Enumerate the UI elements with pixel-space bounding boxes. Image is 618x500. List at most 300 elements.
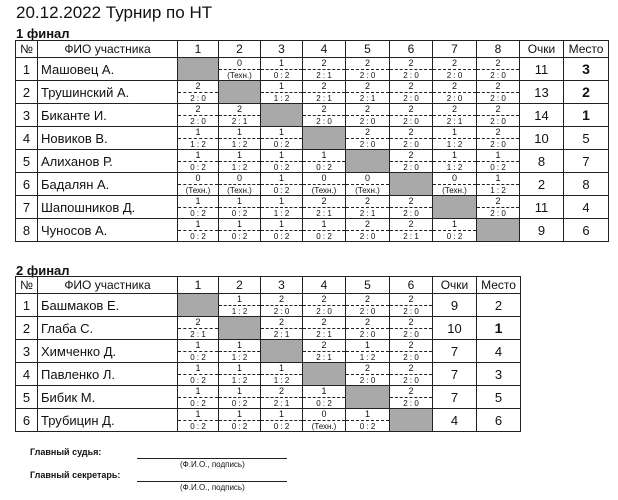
match-points: 1 — [219, 150, 260, 162]
match-result-cell — [433, 173, 477, 196]
match-result-cell — [219, 127, 261, 150]
match-score: 0 : 2 — [273, 140, 290, 149]
match-points: 2 — [303, 196, 345, 208]
match-score: 0 : 2 — [446, 232, 463, 241]
participant-row — [16, 340, 521, 363]
match-result-cell — [219, 196, 261, 219]
participant-number: 2 — [16, 317, 38, 340]
match-result-cell — [219, 219, 261, 242]
match-result-cell — [433, 58, 477, 81]
chief-secretary-signature-line — [137, 481, 287, 482]
match-points: 2 — [477, 196, 519, 208]
match-score: (Техн.) — [311, 186, 337, 195]
match-points: 2 — [303, 58, 345, 70]
match-score: 2 : 0 — [403, 376, 419, 385]
match-score: 2 : 1 — [316, 94, 332, 103]
match-score: 2 : 0 — [316, 307, 332, 316]
participant-row — [16, 363, 521, 386]
participant-name: Машовец А. — [38, 58, 178, 81]
final1-heading: 1 финал — [16, 26, 70, 41]
match-points: 2 — [261, 386, 302, 398]
match-points: 1 — [303, 150, 345, 162]
participant-row — [16, 219, 609, 242]
header-name: ФИО участника — [38, 41, 178, 58]
match-result-cell — [303, 173, 346, 196]
participant-number: 5 — [16, 150, 38, 173]
match-score: 0 : 2 — [190, 163, 206, 172]
match-score: 2 : 0 — [359, 307, 376, 316]
match-score: 1 : 2 — [231, 307, 248, 316]
match-score: 1 : 2 — [231, 140, 248, 149]
match-score: 2 : 1 — [316, 209, 332, 218]
match-points: 2 — [477, 127, 519, 139]
match-score: 1 : 2 — [446, 140, 463, 149]
match-result-cell — [219, 363, 261, 386]
match-score: 2 : 0 — [403, 307, 419, 316]
participant-number: 3 — [16, 340, 38, 363]
match-points: 1 — [477, 173, 519, 185]
match-points: 1 — [261, 219, 302, 231]
match-result-cell — [433, 127, 477, 150]
header-opponent-col: 5 — [346, 277, 390, 294]
match-result-cell — [433, 104, 477, 127]
participant-points: 13 — [520, 81, 564, 104]
match-points: 1 — [303, 219, 345, 231]
match-result-cell — [261, 150, 303, 173]
match-points: 2 — [390, 340, 432, 352]
match-score: 2 : 0 — [490, 140, 506, 149]
match-points: 0 — [346, 173, 389, 185]
participant-row — [16, 127, 609, 150]
page-title: 20.12.2022 Турнир по НТ — [16, 3, 213, 22]
match-score: 2 : 1 — [359, 209, 376, 218]
match-score: (Техн.) — [355, 186, 380, 195]
match-score: 1 : 2 — [231, 353, 248, 362]
match-points: 2 — [346, 127, 389, 139]
participant-name: Башмаков Е. — [38, 294, 178, 317]
participant-number: 5 — [16, 386, 38, 409]
match-result-cell — [477, 104, 520, 127]
match-points: 1 — [219, 219, 260, 231]
match-result-cell — [219, 409, 261, 432]
participant-place: 8 — [564, 173, 609, 196]
participant-points: 9 — [520, 219, 564, 242]
header-opponent-col: 4 — [303, 41, 346, 58]
match-result-cell — [303, 81, 346, 104]
match-result-cell — [178, 409, 219, 432]
participant-name: Трубицин Д. — [38, 409, 178, 432]
participant-row — [16, 104, 609, 127]
match-score: 1 : 2 — [231, 163, 248, 172]
match-points: 0 — [433, 173, 476, 185]
participant-place: 4 — [564, 196, 609, 219]
match-score: 0 : 2 — [273, 71, 290, 80]
match-points: 2 — [390, 104, 432, 116]
match-points: 1 — [178, 363, 218, 375]
participant-points: 7 — [433, 340, 477, 363]
self-match-cell — [346, 150, 390, 173]
match-points: 2 — [346, 81, 389, 93]
match-points: 2 — [303, 317, 345, 329]
match-score: 2 : 0 — [403, 94, 419, 103]
participant-place: 2 — [477, 294, 521, 317]
header-row — [16, 41, 609, 58]
match-result-cell — [390, 81, 433, 104]
match-score: 0 : 2 — [190, 353, 206, 362]
participant-place: 5 — [477, 386, 521, 409]
match-result-cell — [346, 81, 390, 104]
match-result-cell — [303, 386, 346, 409]
match-score: 0 : 2 — [231, 232, 248, 241]
match-result-cell — [390, 386, 433, 409]
header-num: № — [16, 41, 38, 58]
header-opponent-col: 5 — [346, 41, 390, 58]
participant-row — [16, 173, 609, 196]
match-score: 2 : 0 — [273, 307, 290, 316]
participant-row — [16, 409, 521, 432]
match-result-cell — [261, 363, 303, 386]
match-points: 0 — [219, 173, 260, 185]
match-result-cell — [178, 363, 219, 386]
final1-table — [15, 40, 609, 242]
match-result-cell — [219, 58, 261, 81]
match-points: 2 — [303, 340, 345, 352]
match-points: 2 — [390, 317, 432, 329]
match-points: 2 — [346, 104, 389, 116]
match-points: 2 — [390, 127, 432, 139]
match-score: 2 : 1 — [273, 330, 290, 339]
match-result-cell — [178, 386, 219, 409]
match-score: 0 : 2 — [359, 422, 376, 431]
match-result-cell — [261, 317, 303, 340]
match-result-cell — [390, 219, 433, 242]
match-score: 0 : 2 — [316, 163, 332, 172]
match-score: 0 : 2 — [190, 422, 206, 431]
match-result-cell — [178, 219, 219, 242]
match-points: 1 — [219, 294, 260, 306]
match-points: 1 — [346, 340, 389, 352]
self-match-cell — [433, 196, 477, 219]
match-points: 2 — [433, 58, 476, 70]
match-result-cell — [390, 363, 433, 386]
match-result-cell — [178, 317, 219, 340]
participant-number: 1 — [16, 294, 38, 317]
match-points: 2 — [178, 81, 218, 93]
participant-points: 11 — [520, 196, 564, 219]
match-score: 2 : 0 — [359, 71, 376, 80]
header-points: Очки — [433, 277, 477, 294]
participant-points: 2 — [520, 173, 564, 196]
match-points: 2 — [477, 104, 519, 116]
match-score: 2 : 1 — [231, 117, 248, 126]
participant-name: Бадалян А. — [38, 173, 178, 196]
match-result-cell — [219, 386, 261, 409]
match-score: 0 : 2 — [190, 232, 206, 241]
match-result-cell — [477, 58, 520, 81]
match-points: 1 — [178, 219, 218, 231]
match-points: 1 — [178, 386, 218, 398]
match-score: 0 : 2 — [490, 163, 506, 172]
self-match-cell — [390, 409, 433, 432]
participant-points: 10 — [520, 127, 564, 150]
match-result-cell — [219, 150, 261, 173]
match-points: 2 — [346, 58, 389, 70]
header-opponent-col: 2 — [219, 277, 261, 294]
participant-place: 3 — [477, 363, 521, 386]
match-result-cell — [303, 58, 346, 81]
match-points: 2 — [390, 294, 432, 306]
match-result-cell — [261, 196, 303, 219]
match-points: 2 — [477, 81, 519, 93]
match-score: 1 : 2 — [273, 209, 290, 218]
match-result-cell — [477, 173, 520, 196]
match-result-cell — [390, 58, 433, 81]
participant-row — [16, 317, 521, 340]
participant-row — [16, 196, 609, 219]
self-match-cell — [303, 127, 346, 150]
participant-name: Химченко Д. — [38, 340, 178, 363]
participant-place: 7 — [564, 150, 609, 173]
match-score: 2 : 0 — [403, 163, 419, 172]
match-result-cell — [219, 294, 261, 317]
match-score: 2 : 1 — [316, 330, 332, 339]
self-match-cell — [261, 340, 303, 363]
participant-points: 14 — [520, 104, 564, 127]
self-match-cell — [219, 81, 261, 104]
participant-points: 10 — [433, 317, 477, 340]
match-result-cell — [346, 219, 390, 242]
match-points: 0 — [178, 173, 218, 185]
match-points: 2 — [219, 104, 260, 116]
header-row — [16, 277, 521, 294]
match-result-cell — [303, 294, 346, 317]
match-result-cell — [346, 294, 390, 317]
self-match-cell — [303, 363, 346, 386]
participant-number: 2 — [16, 81, 38, 104]
participant-number: 4 — [16, 127, 38, 150]
match-result-cell — [178, 173, 219, 196]
final2-heading: 2 финал — [16, 263, 70, 278]
participant-number: 3 — [16, 104, 38, 127]
match-result-cell — [346, 58, 390, 81]
match-score: 0 : 2 — [190, 209, 206, 218]
participant-name: Бибик М. — [38, 386, 178, 409]
match-points: 2 — [346, 219, 389, 231]
header-place: Место — [564, 41, 609, 58]
match-points: 2 — [390, 81, 432, 93]
participant-place: 1 — [564, 104, 609, 127]
match-result-cell — [390, 317, 433, 340]
participant-points: 7 — [433, 363, 477, 386]
match-result-cell — [261, 127, 303, 150]
match-score: 0 : 2 — [190, 376, 206, 385]
header-name: ФИО участника — [38, 277, 178, 294]
header-opponent-col: 3 — [261, 277, 303, 294]
match-score: 1 : 2 — [190, 140, 206, 149]
match-result-cell — [346, 196, 390, 219]
match-result-cell — [477, 81, 520, 104]
match-score: 2 : 1 — [316, 71, 332, 80]
participant-points: 11 — [520, 58, 564, 81]
participant-number: 8 — [16, 219, 38, 242]
match-result-cell — [390, 150, 433, 173]
match-points: 1 — [178, 150, 218, 162]
match-points: 2 — [390, 58, 432, 70]
match-result-cell — [303, 196, 346, 219]
match-points: 2 — [390, 196, 432, 208]
match-points: 2 — [303, 104, 345, 116]
match-points: 1 — [178, 196, 218, 208]
match-points: 2 — [261, 294, 302, 306]
header-num: № — [16, 277, 38, 294]
match-points: 2 — [346, 196, 389, 208]
match-result-cell — [178, 340, 219, 363]
match-result-cell — [390, 340, 433, 363]
match-points: 1 — [261, 363, 302, 375]
match-score: 2 : 0 — [403, 117, 419, 126]
match-score: 1 : 2 — [273, 94, 290, 103]
match-points: 2 — [477, 58, 519, 70]
participant-name: Новиков В. — [38, 127, 178, 150]
match-score: 2 : 0 — [403, 330, 419, 339]
match-score: (Техн.) — [442, 186, 467, 195]
match-score: 2 : 1 — [316, 353, 332, 362]
match-result-cell — [219, 340, 261, 363]
match-score: 2 : 0 — [403, 140, 419, 149]
match-result-cell — [477, 150, 520, 173]
participant-number: 1 — [16, 58, 38, 81]
match-result-cell — [346, 127, 390, 150]
match-result-cell — [303, 104, 346, 127]
match-score: 2 : 1 — [190, 330, 206, 339]
match-score: 0 : 2 — [190, 399, 206, 408]
participant-row — [16, 386, 521, 409]
match-points: 2 — [390, 150, 432, 162]
match-score: 2 : 0 — [490, 71, 506, 80]
match-score: 2 : 0 — [190, 117, 206, 126]
match-score: 2 : 0 — [446, 71, 463, 80]
match-points: 2 — [390, 363, 432, 375]
match-points: 1 — [219, 127, 260, 139]
match-points: 1 — [433, 219, 476, 231]
match-result-cell — [303, 409, 346, 432]
match-score: 0 : 2 — [231, 422, 248, 431]
match-result-cell — [261, 173, 303, 196]
match-result-cell — [346, 104, 390, 127]
match-points: 1 — [433, 150, 476, 162]
match-score: 0 : 2 — [273, 186, 290, 195]
participant-row — [16, 294, 521, 317]
match-score: 1 : 2 — [231, 376, 248, 385]
match-score: 2 : 1 — [359, 94, 376, 103]
match-score: 2 : 0 — [403, 71, 419, 80]
match-points: 1 — [178, 409, 218, 421]
match-points: 2 — [346, 294, 389, 306]
match-result-cell — [390, 127, 433, 150]
participant-place: 4 — [477, 340, 521, 363]
match-points: 2 — [178, 317, 218, 329]
header-opponent-col: 1 — [178, 41, 219, 58]
match-points: 1 — [346, 409, 389, 421]
match-result-cell — [261, 219, 303, 242]
match-points: 1 — [261, 150, 302, 162]
match-score: 2 : 0 — [490, 94, 506, 103]
match-points: 1 — [433, 127, 476, 139]
match-score: 0 : 2 — [316, 399, 332, 408]
match-score: 2 : 0 — [359, 117, 376, 126]
participant-number: 7 — [16, 196, 38, 219]
participant-row — [16, 81, 609, 104]
self-match-cell — [178, 58, 219, 81]
match-score: (Техн.) — [311, 422, 337, 431]
participant-number: 6 — [16, 173, 38, 196]
match-result-cell — [261, 294, 303, 317]
participant-name: Трушинский А. — [38, 81, 178, 104]
participant-number: 6 — [16, 409, 38, 432]
match-result-cell — [433, 150, 477, 173]
match-score: 0 : 2 — [231, 209, 248, 218]
match-score: 2 : 0 — [403, 209, 419, 218]
match-score: 1 : 2 — [490, 186, 506, 195]
match-score: 2 : 0 — [359, 140, 376, 149]
match-points: 1 — [219, 386, 260, 398]
participant-place: 1 — [477, 317, 521, 340]
match-score: 0 : 2 — [316, 232, 332, 241]
self-match-cell — [390, 173, 433, 196]
match-score: 0 : 2 — [273, 422, 290, 431]
match-result-cell — [303, 317, 346, 340]
chief-judge-signature-line — [137, 458, 287, 459]
match-points: 1 — [261, 81, 302, 93]
match-points: 2 — [346, 363, 389, 375]
header-opponent-col: 7 — [433, 41, 477, 58]
match-result-cell — [261, 81, 303, 104]
match-points: 1 — [219, 409, 260, 421]
match-result-cell — [346, 317, 390, 340]
match-points: 1 — [219, 340, 260, 352]
match-points: 1 — [219, 363, 260, 375]
match-points: 2 — [346, 317, 389, 329]
match-score: (Техн.) — [227, 71, 252, 80]
match-score: 2 : 0 — [190, 94, 206, 103]
participant-points: 9 — [433, 294, 477, 317]
match-points: 1 — [303, 386, 345, 398]
match-result-cell — [219, 104, 261, 127]
header-opponent-col: 2 — [219, 41, 261, 58]
match-result-cell — [303, 150, 346, 173]
chief-secretary-caption: (Ф.И.О., подпись) — [180, 483, 245, 492]
match-score: 1 : 2 — [359, 353, 376, 362]
match-score: 2 : 0 — [359, 376, 376, 385]
match-result-cell — [390, 294, 433, 317]
match-result-cell — [390, 196, 433, 219]
participant-name: Глаба С. — [38, 317, 178, 340]
match-score: 0 : 2 — [273, 163, 290, 172]
chief-judge-label: Главный судья: — [30, 447, 102, 457]
match-score: 2 : 1 — [403, 232, 419, 241]
participant-points: 8 — [520, 150, 564, 173]
match-score: 1 : 2 — [446, 163, 463, 172]
self-match-cell — [477, 219, 520, 242]
participant-name: Алиханов Р. — [38, 150, 178, 173]
match-points: 1 — [261, 58, 302, 70]
match-points: 1 — [178, 340, 218, 352]
participant-place: 6 — [564, 219, 609, 242]
participant-row — [16, 150, 609, 173]
match-score: 2 : 1 — [273, 399, 290, 408]
match-result-cell — [346, 409, 390, 432]
match-points: 1 — [477, 150, 519, 162]
